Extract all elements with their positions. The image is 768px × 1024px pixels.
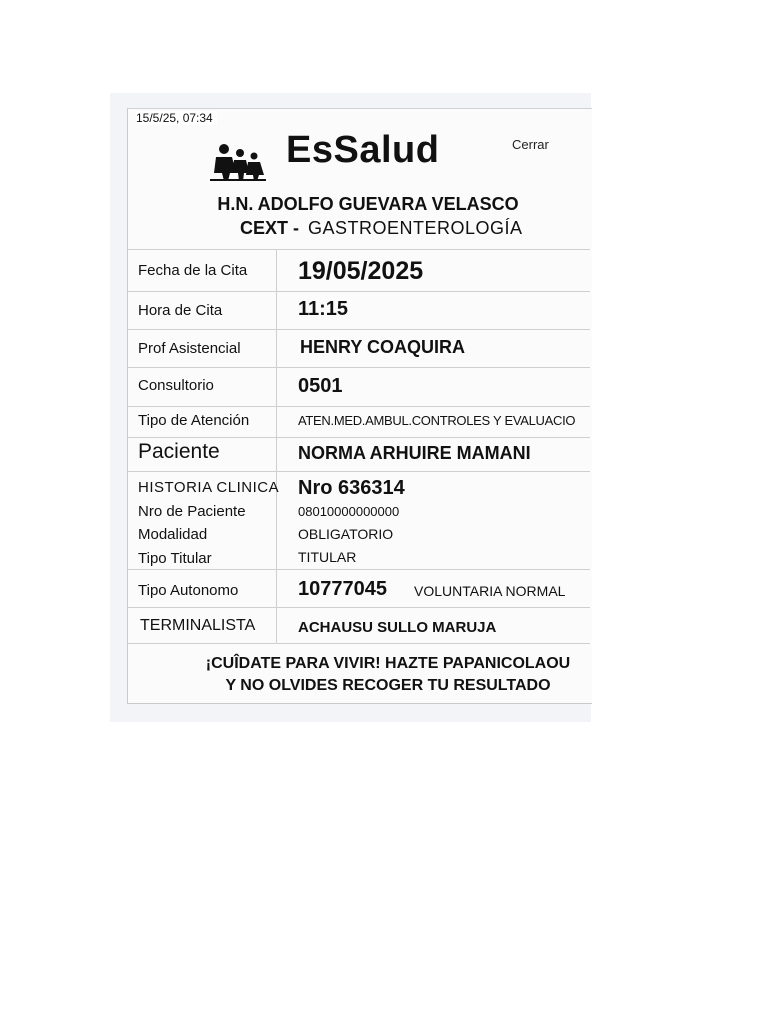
print-timestamp: 15/5/25, 07:34 [136,111,217,125]
label-consultorio: Consultorio [138,377,214,394]
health-message [168,653,608,697]
row-divider [128,471,590,472]
brand-name: EsSalud [286,129,440,171]
row-divider [128,569,590,570]
label-terminalista: TERMINALISTA [140,617,256,634]
health-message-line1: ¡CUÎDATE PARA VIVIR! HAZTE PAPANICOLAOU [205,655,571,672]
row-divider [128,643,590,644]
service-title [240,218,523,239]
label-modalidad: Modalidad [138,526,208,543]
family-logo-icon [210,143,266,181]
value-consultorio: 0501 [298,375,343,397]
row-divider [128,291,590,292]
row-divider [128,329,590,330]
appointment-ticket [127,108,592,704]
label-fecha: Fecha de la Cita [138,262,248,279]
service-prefix: CEXT - [240,218,300,238]
label-paciente: Paciente [138,440,220,463]
row-divider [128,437,590,438]
value-historia: Nro 636314 [298,477,405,499]
row-divider [128,367,590,368]
value-paciente: NORMA ARHUIRE MAMANI [298,443,531,463]
row-divider [128,607,590,608]
label-historia: HISTORIA CLINICA [138,479,280,496]
label-prof: Prof Asistencial [138,340,241,357]
value-prof: HENRY COAQUIRA [300,337,466,357]
value-modalidad: OBLIGATORIO [298,526,394,542]
column-divider [276,249,277,643]
value-terminalista: ACHAUSU SULLO MARUJA [298,619,497,636]
value-tipo-titular: TITULAR [298,549,357,565]
value-tipo-autonomo: 10777045 [298,578,387,600]
close-button[interactable]: Cerrar [512,137,549,152]
label-tipo-atencion: Tipo de Atención [138,412,250,429]
hospital-name: H.N. ADOLFO GUEVARA VELASCO [217,194,519,214]
value-tipo-atencion: ATEN.MED.AMBUL.CONTROLES Y EVALUACIO [298,413,576,428]
service-specialty: GASTROENTEROLOGÍA [308,218,523,238]
label-nro-paciente: Nro de Paciente [138,503,246,520]
label-tipo-autonomo: Tipo Autonomo [138,582,239,599]
value-fecha: 19/05/2025 [298,257,424,285]
health-message-line2: Y NO OLVIDES RECOGER TU RESULTADO [225,677,551,694]
value-hora: 11:15 [298,298,349,320]
label-tipo-titular: Tipo Titular [138,550,212,567]
value-tipo-autonomo-extra: VOLUNTARIA NORMAL [414,583,566,599]
row-divider [128,249,590,250]
value-nro-paciente: 08010000000000 [298,504,400,519]
label-hora: Hora de Cita [138,302,223,319]
row-divider [128,406,590,407]
